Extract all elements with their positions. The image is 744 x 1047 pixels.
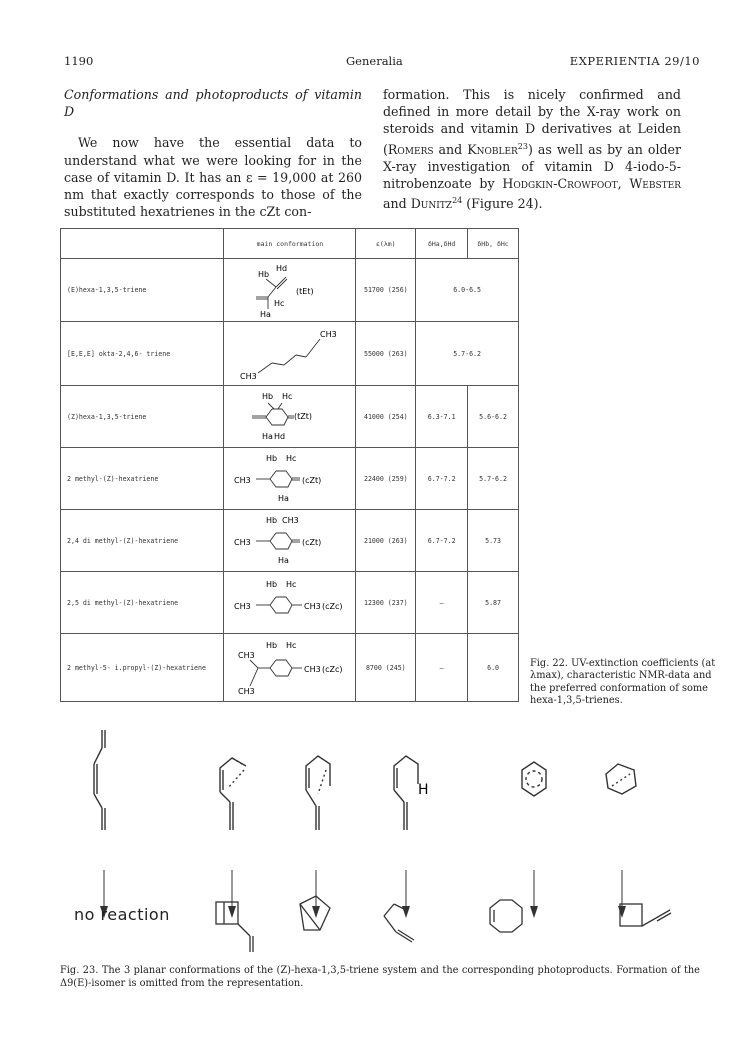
- label-ch3: CH3: [233, 537, 251, 547]
- nmr-value-ad: —: [416, 572, 468, 634]
- author: Dunitz: [410, 196, 453, 212]
- conformation-structure: [224, 572, 356, 634]
- col-header-conformation: main conformation: [224, 229, 356, 259]
- table-row: [61, 448, 519, 510]
- nmr-value-bc: 5.87: [468, 572, 519, 634]
- nmr-value-ad: 6.3-7.1: [416, 386, 468, 448]
- col-header-nmr-ad: δHa,δHd: [416, 229, 468, 259]
- author: Hodgkin-Crowfoot, Webster: [502, 176, 682, 192]
- label-ha: Ha: [277, 555, 289, 565]
- nmr-value-bc: 5.6-6.2: [468, 386, 519, 448]
- text: (Figure 24).: [462, 196, 543, 212]
- author: Romers: [387, 141, 434, 157]
- label-ch3: CH3: [303, 601, 321, 611]
- structure-icon: [230, 449, 350, 509]
- epsilon-value: 51700 (256): [356, 259, 416, 322]
- label-hb: Hb: [265, 579, 278, 589]
- compound-name: 2 methyl-(Z)-hexatriene: [61, 448, 224, 510]
- table-row: [61, 386, 519, 448]
- table-row: [61, 634, 519, 702]
- conformation-label: (tEt): [295, 287, 314, 296]
- text: and: [383, 196, 411, 212]
- epsilon-value: 41000 (254): [356, 386, 416, 448]
- nmr-value-bc: 6.0: [468, 634, 519, 702]
- conformation-structure: [224, 322, 356, 386]
- label-ha: Ha: [259, 310, 271, 319]
- figure-23-caption: Fig. 23. The 3 planar conformations of the (Z)-hexa-1,3,5-triene system and the corresponding photoproducts. Formation of the Δ9(E)-isomer is omitted from the representation.: [60, 965, 700, 989]
- paragraph: We now have the essential data to understand what we were looking for in the case of vitamin D. It has an ε = 19,000 at 260 nm that exactly corresponds to those of the substituted hexatrienes in the cZt con-: [64, 135, 362, 220]
- epsilon-value: 55000 (263): [356, 322, 416, 386]
- label-ch3: CH3: [233, 601, 251, 611]
- conformation-structure: [224, 259, 356, 322]
- text: formation. This is nicely confirmed and defined in more detail by the X-ray work on steroids and vitamin D derivatives at Leiden (: [383, 87, 681, 157]
- compound-name: 2,5 di methyl-(Z)-hexatriene: [61, 572, 224, 634]
- compound-name: [E,E,E] okta-2,4,6- triene: [61, 322, 224, 386]
- hexatriene-table: [60, 228, 519, 702]
- author: Knobler: [467, 141, 518, 157]
- epsilon-value: 8700 (245): [356, 634, 416, 702]
- label-hd: Hd: [275, 264, 288, 273]
- conformation-structure: [224, 634, 356, 702]
- label-ch3: CH3: [319, 329, 337, 339]
- compound-name: 2 methyl-5- i.propyl-(Z)-hexatriene: [61, 634, 224, 702]
- no-reaction-label: no reaction: [74, 905, 170, 924]
- label-hc: Hc: [285, 453, 297, 463]
- label-ha: Ha: [277, 493, 289, 503]
- structure-icon: [230, 511, 350, 571]
- text: and: [433, 141, 468, 157]
- conformation-label: (cZc): [321, 664, 343, 674]
- epsilon-value: 22400 (259): [356, 448, 416, 510]
- conformation-label: (cZc): [321, 601, 343, 611]
- label-ch3: CH3: [239, 371, 257, 381]
- ref: 24: [452, 196, 463, 206]
- conformation-structure: [224, 448, 356, 510]
- label-hb: Hb: [265, 515, 278, 525]
- nmr-value-ad: 6.7-7.2: [416, 510, 468, 572]
- table-row: [61, 322, 519, 386]
- label-hc: Hc: [281, 391, 293, 401]
- compound-name: (Z)hexa-1,3,5-triene: [61, 386, 224, 448]
- table-row: [61, 572, 519, 634]
- structure-icon: [230, 259, 350, 321]
- conformation-label: (tZt): [293, 411, 312, 421]
- nmr-value-ad: —: [416, 634, 468, 702]
- table-row: [61, 510, 519, 572]
- col-header-epsilon: ε(λm): [356, 229, 416, 259]
- left-column: [64, 86, 362, 220]
- ref: 23: [517, 141, 528, 151]
- label-hb: Hb: [265, 640, 278, 650]
- journal-issue: EXPERIENTIA 29/10: [569, 54, 700, 68]
- journal-section: Generalia: [346, 54, 403, 68]
- epsilon-value: 21000 (263): [356, 510, 416, 572]
- label-ch3: CH3: [281, 515, 299, 525]
- nmr-value-ad: 6.7-7.2: [416, 448, 468, 510]
- structure-icon: [230, 636, 350, 700]
- conformation-label: (cZt): [301, 537, 322, 547]
- structure-icon: [230, 323, 350, 385]
- conformation-structure: [224, 386, 356, 448]
- nmr-value-bc: 5.73: [468, 510, 519, 572]
- compound-name: 2,4 di methyl-(Z)-hexatriene: [61, 510, 224, 572]
- label-hd: Hd: [273, 431, 286, 441]
- label-hc: Hc: [285, 579, 297, 589]
- nmr-value-bc: 5.7-6.2: [468, 448, 519, 510]
- page-number: 1190: [64, 54, 94, 68]
- label-hc: Hc: [285, 640, 297, 650]
- compound-name: (E)hexa-1,3,5-triene: [61, 259, 224, 322]
- label-ha: Ha: [261, 431, 273, 441]
- col-header-name: [61, 229, 224, 259]
- structure-icon: [230, 573, 350, 633]
- epsilon-value: 12300 (237): [356, 572, 416, 634]
- nmr-value: 6.0-6.5: [416, 259, 519, 322]
- table-row: [61, 259, 519, 322]
- structure-icon: [230, 387, 350, 447]
- figure-22-caption: Fig. 22. UV-extinction coefficients (at λmax), characteristic NMR-data and the preferred conformation of some hexa-1,3,5-trienes.: [530, 658, 716, 707]
- label-ch3: CH3: [237, 650, 255, 660]
- col-header-nmr-bc: δHb, δHc: [468, 229, 519, 259]
- label-hb: Hb: [261, 391, 274, 401]
- label-hb: Hb: [257, 270, 270, 279]
- label-h: H: [418, 782, 429, 798]
- label-ch3: CH3: [237, 686, 255, 696]
- text: ) as well as by an older X-ray investigation of vitamin D 4-iodo-5-nitrobenzoate by: [383, 141, 682, 192]
- conformation-structure: [224, 510, 356, 572]
- right-column: [383, 86, 681, 213]
- conformation-label: (cZt): [301, 475, 322, 485]
- photoproducts: [200, 880, 720, 960]
- section-title: Conformations and photoproducts of vitamin D: [64, 87, 362, 120]
- nmr-value: 5.7-6.2: [416, 322, 519, 386]
- label-hc: Hc: [273, 299, 285, 308]
- label-ch3: CH3: [233, 475, 251, 485]
- label-ch3: CH3: [303, 664, 321, 674]
- label-hb: Hb: [265, 453, 278, 463]
